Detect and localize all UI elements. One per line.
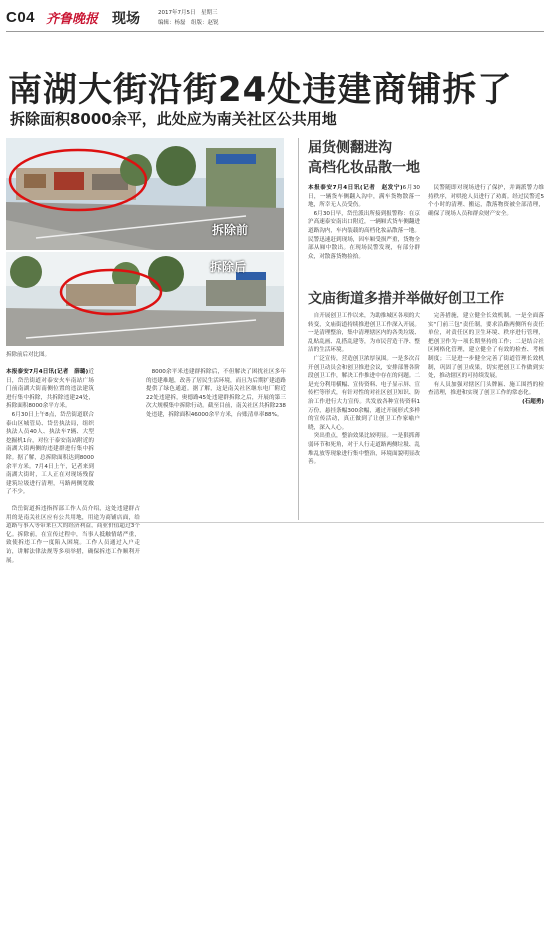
story2-paragraph: 民警随即对现场进行了保护，并调派警力维持秩序，对哄抢人员进行了劝离。经过民警近5个小时的清理、搬运，散落物资被全部清理，确保了现场人员和群众财产安全。: [428, 185, 544, 217]
story1-col1c: [6, 505, 140, 565]
editors-line: 编辑：杨磊 组版：赵锐: [158, 20, 219, 26]
story3-title: 文庙街道多措并举做好创卫工作: [308, 291, 504, 307]
story1-byline: 本报泰安7月4日讯(记者 薛璐): [6, 369, 89, 375]
story1-col3: [146, 368, 286, 420]
story2-byline: 本报泰安7月4日讯(记者 赵发宁): [308, 185, 403, 191]
bottom-rule: [6, 522, 544, 523]
story3-col1: [308, 312, 420, 467]
story3-paragraph: 自开展创卫工作以来，为助推城区各项的大转变，文庙街道持续推进创卫工作深入开展。一是清理整治，集中清理辖区内的各类垃圾、乱贴乱画、乱搭乱建等，为市民营造干净、整洁的生活环境。: [308, 313, 420, 354]
photo-after: [6, 252, 284, 346]
story3-paragraph: 有人员加强对辖区门头牌匾、施工围挡的检查清理，推进和实现了创卫工作的常态化。: [428, 381, 544, 397]
story3-signature: (石超勇): [522, 398, 544, 405]
photo-after-label: 拆除后: [210, 260, 247, 274]
story1-paragraph: 6月30日上午8点，岱岳街道联合泰山区城管局、岱岳执法局，组织执法人员40人、执法车7辆、大型挖掘机1台，对位于泰安南站附近的南湖大街两侧的违建群进行集中拆除。据了解，总拆除面积达到8000余平方米。7月4日上午，记者来到南湖大街时，工人正在对现场残留建筑垃圾进行清理，马路两侧宽敞了不少。: [6, 411, 94, 496]
story2-paragraph: 6月30日早，岱岳派出所接到报警称：在京沪高速泰安南出口附近，一辆厢式货车侧翻进道路沟内，车内装载的高档化妆品散落一地。民警迅速赶到现场，因车厢受损严重，货物全部从厢中散出。在现场民警发现，有部分群众，对散落货物捡拾。: [308, 210, 420, 260]
story2-paragraph: 6月30日，一辆货车侧翻入沟中，满车货物散落一地，所幸无人员受伤。: [308, 185, 420, 209]
story2-title-line1: 届货侧翻进沟: [308, 140, 392, 156]
headline: 南湖大街沿街24处违建商铺拆了: [8, 70, 513, 110]
photo-caption: 拆除前后对比图。: [6, 352, 51, 358]
photo-before: [6, 138, 284, 250]
story1-paragraph: 岱岳街道拆违指挥部工作人员介绍，这处违建群占用的是南关社区应有公共用地，用途为商铺店面，给道路与事入等带来巨大的经济利益，商业价值超过3个亿。拆除前，在宣传过程中，当事人抵触情绪严重，致使拆违工作一度陷入困境。工作人员通过入户走访，讲解法律法规等多项举措，确保拆违工作顺利开展。: [6, 506, 140, 564]
date-line: 2017年7月5日 星期三: [158, 10, 218, 16]
photo-before-label: 拆除前: [212, 223, 249, 237]
story1-paragraph: 8000余平米违建群拆除后，不但解决了困扰社区多年的违建难题，改善了居民生活环境，而且为后期扩建道路提供了绿色通道。据了解，这是南关社区继东电厂附近22处违建拆，奥德路45处违建群拆除之后，开展的第三次大规模集中拆除行动。截至目前，南关社区共拆除238处违建，拆除面积46000余平方米，台账清单率88%。: [146, 369, 286, 418]
section-title: 现场: [112, 11, 140, 27]
story2-title-line2: 高档化妆品散一地: [308, 160, 420, 176]
page-number: C04: [6, 9, 36, 26]
story2-col2: [428, 184, 544, 218]
header-rule: [6, 31, 544, 32]
story1-col1: [6, 368, 94, 497]
story3-paragraph: 突出重点，整治效果比较明显。一是狠抓薄弱环节和死角，对于人行走道路两侧垃圾、乱堆乱放等现象进行集中整治，环境面貌明显改善。: [308, 433, 420, 466]
story2-col1: [308, 184, 420, 261]
story3-paragraph: 广泛宣传，营造创卫浓厚氛围。一是多次召开创卫动员会和创卫推进会议，安排部署各阶段创卫工作，解决工作推进中存在的问题。二是充分利用横幅、宣传资料、电子显示屏、宣传栏等形式，有针对性的对社区创卫知识、防治工作进行大力宣传。共发放各种宣传资料1万份，悬挂条幅300余幅，通过开展形式多样的宣传活动，真正做到了让创卫工作家喻户晓，深入人心。: [308, 355, 420, 431]
story1-paragraph: 近日，岱岳街道对泰安火车南站广场门前南湖大街南侧位置的违法建筑进行集中拆除，共拆除违建24处，拆除面积8000余平方米。: [6, 369, 94, 410]
story2-title: [308, 138, 420, 178]
story3-col2: [428, 312, 544, 407]
column-divider: [298, 138, 299, 520]
story3-paragraph: 完善措施，建立健全长效机制。一是全面落实"门前三包"责任制，要求沿路两侧所有责任单位，对责任区的卫生环境、秩序进行管理，把创卫作为一项长期坚持的工作；二是结合社区网格化管理，建立健全了有效的检查、考核制度；三是进一步健全完善了街道管理长效机制，巩固了创卫成果，切实把创卫工作做到实处，推动辖区的可持续发展。: [428, 313, 544, 380]
newspaper-logo: 齐鲁晚报: [46, 12, 99, 27]
subheadline: 拆除面积8000余平，此处应为南关社区公共用地: [10, 110, 337, 128]
